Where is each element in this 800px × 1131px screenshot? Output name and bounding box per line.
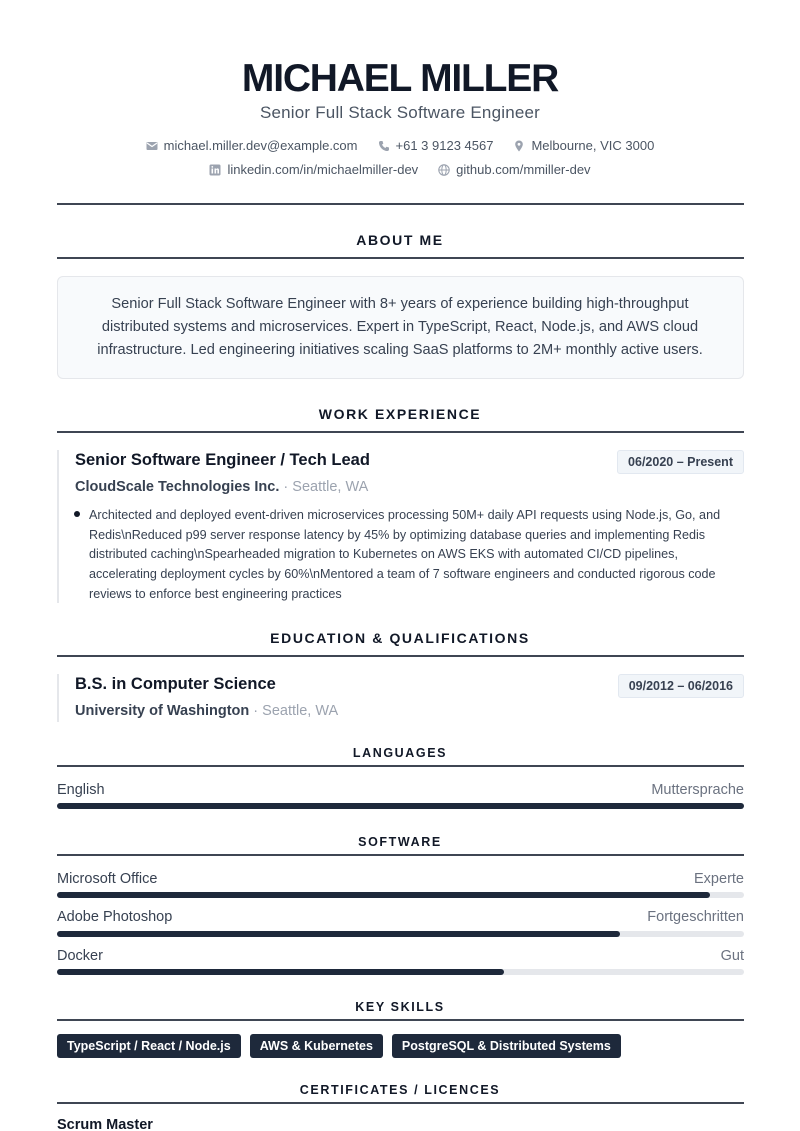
- software-bar-fill: [57, 931, 620, 937]
- work-divider: [57, 431, 744, 433]
- software-bar-fill: [57, 969, 504, 975]
- software-name: Microsoft Office: [57, 871, 158, 887]
- software-level: Gut: [720, 948, 744, 964]
- about-text: [80, 293, 720, 362]
- email-text: michael.miller.dev@example.com: [163, 138, 358, 153]
- skill-tag: PostgreSQL & Distributed Systems: [392, 1034, 621, 1058]
- contact-github[interactable]: [438, 162, 590, 177]
- software-divider: [57, 854, 744, 856]
- candidate-title: Senior Full Stack Software Engineer: [259, 103, 541, 122]
- certificate-item: Scrum Master: [57, 1117, 153, 1131]
- certificates-heading: CERTIFICATES / LICENCES: [299, 1083, 501, 1097]
- job-date-badge: 06/2020 – Present: [617, 450, 744, 474]
- linkedin-text: linkedin.com/in/michaelmiller-dev: [227, 162, 419, 177]
- phone-icon: [378, 140, 390, 152]
- company-name: CloudScale Technologies Inc.: [75, 479, 280, 495]
- bullet-dot: [74, 511, 80, 517]
- skills-divider: [57, 1019, 744, 1021]
- skill-tags: [57, 1034, 621, 1058]
- software-bar: [57, 931, 744, 937]
- about-line: distributed systems and microservices. Expert in TypeScript, React, Node.js, and AWS cloud: [101, 319, 699, 335]
- institution-name: University of Washington: [75, 703, 250, 719]
- job-title: Senior Software Engineer / Tech Lead: [75, 451, 370, 469]
- bullet-line: Redis\nReduced p99 server response latency by 45% by optimizing database queries and implementing Redis: [89, 527, 706, 542]
- software-heading: SOFTWARE: [358, 835, 442, 849]
- github-text: github.com/mmiller-dev: [456, 162, 591, 177]
- skill-tag: TypeScript / React / Node.js: [57, 1034, 241, 1058]
- institution-location: · Seattle, WA: [249, 703, 339, 719]
- location-text: Melbourne, VIC 3000: [531, 138, 655, 153]
- work-heading: WORK EXPERIENCE: [318, 406, 482, 422]
- map-pin-icon: [513, 140, 525, 152]
- job-company-line: [75, 479, 368, 495]
- degree-title: B.S. in Computer Science: [75, 675, 276, 693]
- contact-email[interactable]: [146, 138, 358, 153]
- phone-text: +61 3 9123 4567: [395, 138, 494, 153]
- about-line: Senior Full Stack Software Engineer with 8+ years of experience building high-throughput: [111, 296, 689, 312]
- bullet-line: Architected and deployed event-driven microservices processing 50M+ daily API requests using Node.js, Go, and: [89, 508, 721, 522]
- contact-phone[interactable]: [378, 138, 494, 153]
- software-level: Fortgeschritten: [647, 909, 744, 925]
- language-name: English: [57, 782, 105, 798]
- education-entry-bar: [57, 674, 59, 722]
- contact-row-2: [0, 162, 800, 177]
- bullet-line: reviews to enforce best engineering practices: [89, 586, 342, 601]
- about-divider: [57, 257, 744, 259]
- languages-heading: LANGUAGES: [352, 746, 448, 760]
- language-level: Muttersprache: [651, 782, 744, 798]
- envelope-icon: [146, 140, 158, 152]
- software-name: Docker: [57, 948, 103, 964]
- company-location: · Seattle, WA: [279, 479, 369, 495]
- language-bar-fill: [57, 803, 744, 809]
- header-divider: [57, 203, 744, 205]
- about-heading: ABOUT ME: [356, 232, 444, 248]
- education-divider: [57, 655, 744, 657]
- software-name: Adobe Photoshop: [57, 909, 173, 925]
- work-entry-bar: [57, 450, 59, 603]
- about-line: infrastructure. Led engineering initiatives scaling SaaS platforms to 2M+ monthly active users.: [97, 342, 703, 358]
- job-bullet: [89, 506, 745, 605]
- contact-row-1: [0, 138, 800, 153]
- bullet-line: accelerating deployment cycles by 60%\nMentored a team of 7 software engineers and conducted rigorous code: [89, 567, 716, 582]
- skill-tag: AWS & Kubernetes: [250, 1034, 383, 1058]
- languages-divider: [57, 765, 744, 767]
- certificates-divider: [57, 1102, 744, 1104]
- skills-heading: KEY SKILLS: [355, 1000, 445, 1014]
- linkedin-icon: [209, 164, 221, 176]
- education-heading: EDUCATION & QUALIFICATIONS: [270, 630, 530, 646]
- language-bar: [57, 803, 744, 809]
- bullet-line: distributed caching\nSpearheaded migration to Kubernetes on AWS EKS with automated CI/CD pipelines,: [89, 547, 678, 562]
- software-level: Experte: [694, 871, 744, 887]
- software-bar: [57, 969, 744, 975]
- education-date-badge: 09/2012 – 06/2016: [618, 674, 744, 698]
- candidate-name: MICHAEL MILLER: [241, 57, 559, 100]
- institution-line: [75, 703, 338, 719]
- contact-location: [513, 138, 654, 153]
- globe-icon: [438, 164, 450, 176]
- software-bar: [57, 892, 744, 898]
- software-bar-fill: [57, 892, 710, 898]
- contact-linkedin[interactable]: [209, 162, 418, 177]
